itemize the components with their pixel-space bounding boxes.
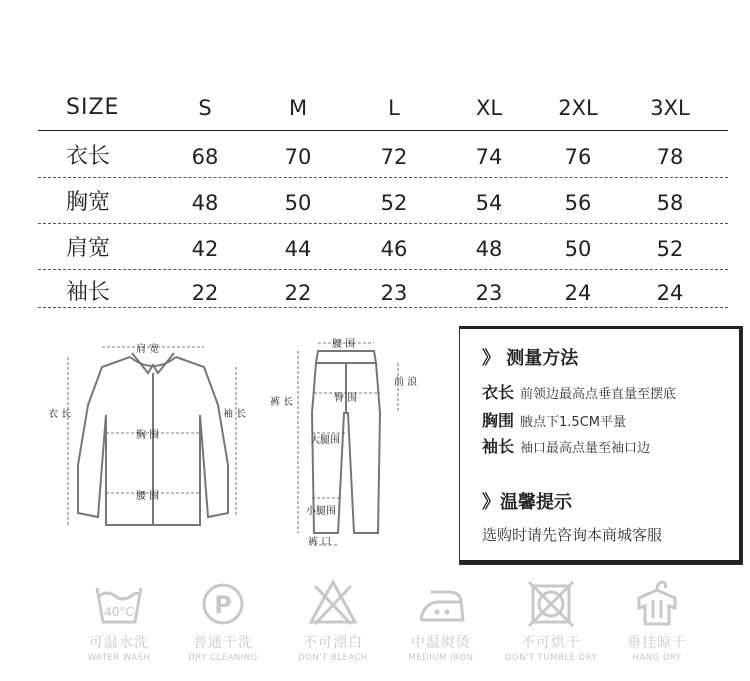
care-dry-cleaning bbox=[168, 578, 278, 663]
medium-iron-icon bbox=[411, 578, 471, 628]
measure-item-length bbox=[482, 380, 676, 403]
pants-outline-icon bbox=[268, 333, 438, 558]
size-header-xl: XL bbox=[475, 96, 503, 120]
tips-title: 》温馨提示 bbox=[482, 492, 572, 513]
cell-value: 52 bbox=[380, 191, 408, 215]
cell-value: 68 bbox=[191, 145, 219, 169]
do-not-tumble-dry-icon bbox=[521, 578, 581, 628]
measure-key: 衣长 bbox=[482, 383, 515, 402]
cell-value: 50 bbox=[564, 237, 592, 261]
dry-cleaning-icon bbox=[193, 578, 253, 628]
shirt-shoulder-label: 肩 宽 bbox=[136, 344, 160, 355]
pants-length-label: 裤 长 bbox=[270, 397, 294, 408]
measure-item-sleeve bbox=[482, 434, 650, 457]
size-row-chest bbox=[38, 183, 728, 223]
cell-value: 56 bbox=[564, 191, 592, 215]
size-row-length bbox=[38, 137, 728, 177]
measure-text: 腋点下1.5CM平量 bbox=[520, 415, 626, 430]
cell-value: 24 bbox=[656, 281, 684, 305]
cell-value: 52 bbox=[656, 237, 684, 261]
row-divider bbox=[38, 177, 728, 178]
cell-value: 44 bbox=[284, 237, 312, 261]
row-label: 袖长 bbox=[66, 280, 111, 305]
cell-value: 24 bbox=[564, 281, 592, 305]
header-divider bbox=[38, 130, 728, 131]
care-zh-label: 垂挂晾干 bbox=[627, 635, 687, 651]
care-en-label: DON'T TUMBLE DRY bbox=[504, 653, 598, 663]
shirt-length-label: 衣 长 bbox=[48, 409, 72, 420]
care-water-wash bbox=[64, 578, 174, 663]
size-header-l: L bbox=[388, 96, 400, 120]
cell-value: 48 bbox=[191, 191, 219, 215]
size-header-row bbox=[38, 88, 728, 128]
shirt-waist-label: 腰 围 bbox=[136, 491, 160, 502]
cell-value: 22 bbox=[284, 281, 312, 305]
tips-text: 选购时请先咨询本商城客服 bbox=[482, 526, 663, 544]
pants-diagram bbox=[268, 333, 438, 558]
cell-value: 23 bbox=[380, 281, 408, 305]
measure-item-chest bbox=[482, 408, 626, 431]
cell-value: 72 bbox=[380, 145, 408, 169]
hang-dry-icon bbox=[627, 578, 687, 628]
box-top-border bbox=[459, 326, 743, 329]
cell-value: 22 bbox=[191, 281, 219, 305]
pants-hip-label: 臀 围 bbox=[334, 393, 358, 404]
shirt-sleeve-label: 袖 长 bbox=[223, 409, 247, 420]
care-medium-iron bbox=[386, 578, 496, 663]
care-en-label: MEDIUM IRON bbox=[408, 653, 474, 663]
do-not-bleach-icon bbox=[303, 578, 363, 628]
size-header-m: M bbox=[288, 96, 308, 120]
cell-value: 23 bbox=[475, 281, 503, 305]
pants-hem-label: 裤 口 bbox=[308, 537, 332, 548]
care-hang-dry bbox=[602, 578, 712, 663]
cell-value: 42 bbox=[191, 237, 219, 261]
size-header-label: SIZE bbox=[66, 95, 120, 120]
row-label: 衣长 bbox=[66, 144, 111, 169]
care-zh-label: 普通干洗 bbox=[193, 635, 253, 651]
cell-value: 74 bbox=[475, 145, 503, 169]
cell-value: 76 bbox=[564, 145, 592, 169]
row-label: 胸宽 bbox=[66, 190, 111, 215]
pants-waist-label: 腰 围 bbox=[332, 339, 356, 350]
care-en-label: DON'T BLEACH bbox=[298, 653, 368, 663]
pants-front-rise-label: 前 浪 bbox=[394, 377, 418, 388]
care-zh-label: 中温熨烫 bbox=[411, 635, 471, 651]
cell-value: 58 bbox=[656, 191, 684, 215]
size-header-2xl: 2XL bbox=[558, 96, 598, 120]
measure-key: 袖长 bbox=[482, 437, 515, 456]
size-row-shoulder bbox=[38, 229, 728, 269]
care-zh-label: 不可漂白 bbox=[303, 635, 363, 651]
row-divider bbox=[38, 307, 728, 308]
shirt-diagram bbox=[40, 335, 265, 535]
shirt-chest-label: 胸 围 bbox=[136, 430, 160, 441]
cell-value: 78 bbox=[656, 145, 684, 169]
measure-key: 胸围 bbox=[482, 411, 515, 430]
care-en-label: HANG DRY bbox=[632, 653, 682, 663]
measure-text: 袖口最高点量至袖口边 bbox=[520, 441, 651, 456]
measurement-box bbox=[459, 327, 743, 565]
care-zh-label: 可温水洗 bbox=[89, 635, 149, 651]
pants-calf-label: 小腿围 bbox=[306, 506, 336, 517]
care-en-label: DRY CLEANING bbox=[188, 653, 258, 663]
pants-thigh-label: 大腿围 bbox=[310, 435, 340, 446]
row-label: 肩宽 bbox=[66, 236, 111, 261]
care-zh-label: 不可烘干 bbox=[521, 635, 581, 651]
care-no-tumble-dry bbox=[496, 578, 606, 663]
cell-value: 54 bbox=[475, 191, 503, 215]
care-en-label: WATER WASH bbox=[87, 653, 151, 663]
row-divider bbox=[38, 269, 728, 270]
measure-text: 前领边最高点垂直量至摆底 bbox=[520, 387, 677, 402]
size-header-s: S bbox=[198, 96, 212, 120]
water-wash-40-icon bbox=[89, 578, 149, 628]
svg-text:40°C: 40°C bbox=[104, 605, 134, 619]
svg-text:P: P bbox=[214, 591, 232, 619]
measure-title: 》 测量方法 bbox=[482, 348, 579, 369]
cell-value: 70 bbox=[284, 145, 312, 169]
cell-value: 48 bbox=[475, 237, 503, 261]
care-no-bleach bbox=[278, 578, 388, 663]
cell-value: 50 bbox=[284, 191, 312, 215]
cell-value: 46 bbox=[380, 237, 408, 261]
size-header-3xl: 3XL bbox=[650, 96, 690, 120]
row-divider bbox=[38, 223, 728, 224]
